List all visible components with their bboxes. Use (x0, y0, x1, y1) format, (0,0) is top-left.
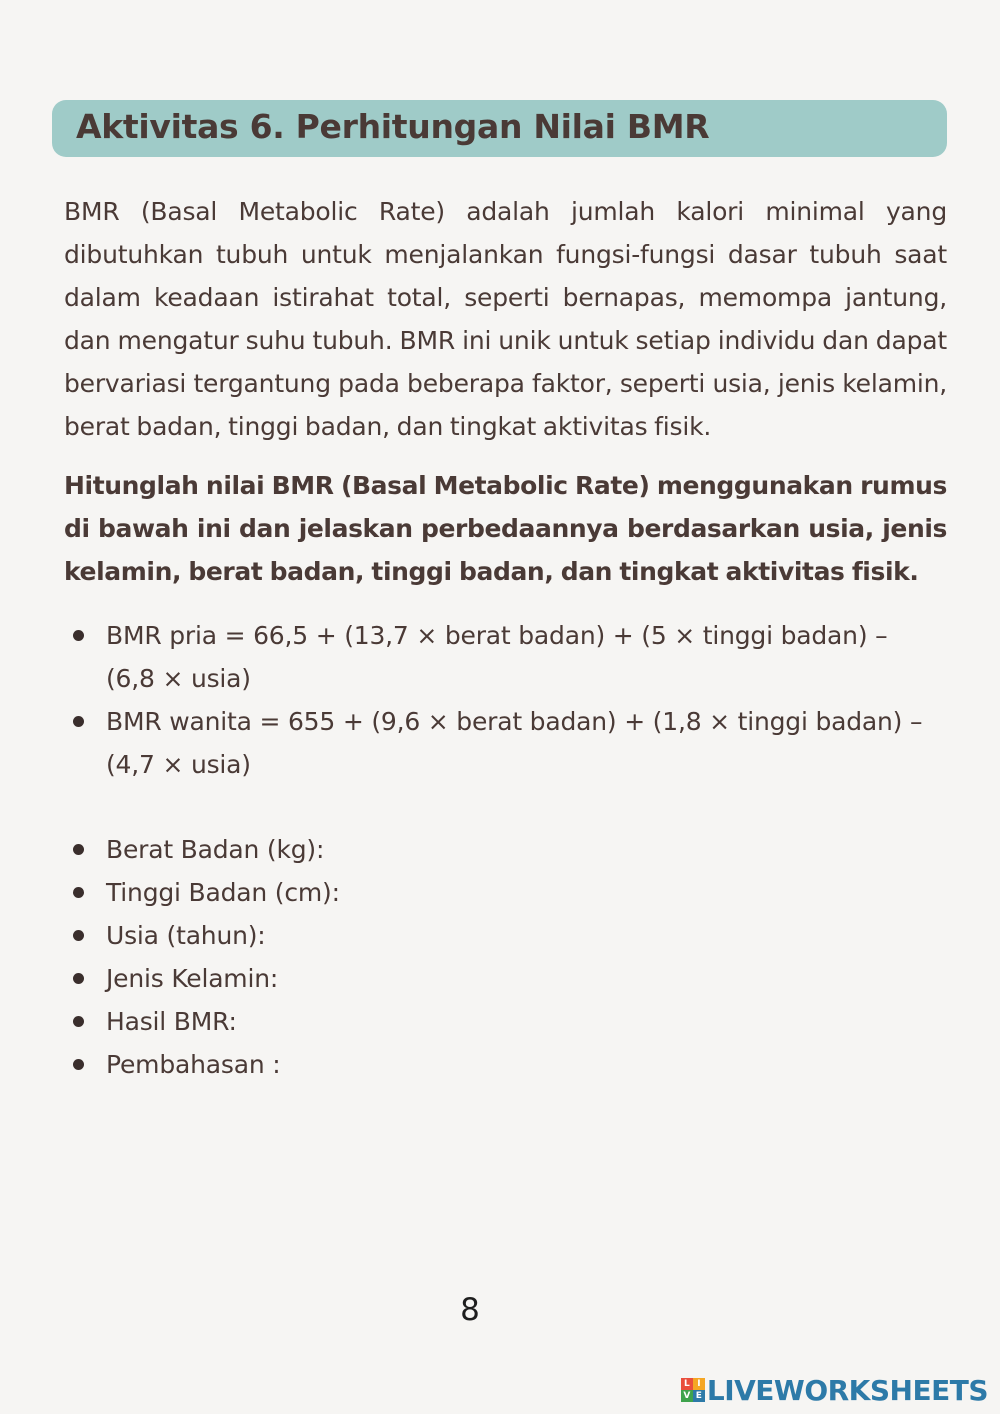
bullet-icon (73, 844, 84, 855)
bullet-icon (73, 1059, 84, 1070)
page-number: 8 (460, 1292, 480, 1328)
bullet-icon (73, 887, 84, 898)
formula-list (64, 614, 947, 786)
liveworksheets-logo-icon (681, 1378, 705, 1402)
logo-cell-l: L (681, 1378, 693, 1390)
brand-name: LIVEWORKSHEETS (706, 1373, 988, 1407)
logo-cell-v: V (681, 1390, 693, 1402)
field-usia (64, 914, 947, 957)
activity-title-banner (52, 100, 947, 157)
field-pembahasan (64, 1043, 947, 1086)
field-label: Pembahasan : (106, 1050, 281, 1079)
field-label: Jenis Kelamin: (106, 964, 279, 993)
field-jenis-kelamin (64, 957, 947, 1000)
bullet-icon (73, 630, 84, 641)
field-label: Tinggi Badan (cm): (106, 878, 340, 907)
logo-cell-i: I (693, 1378, 705, 1390)
field-label: Hasil BMR: (106, 1007, 237, 1036)
activity-title: Aktivitas 6. Perhitungan Nilai BMR (76, 107, 710, 146)
bullet-icon (73, 930, 84, 941)
field-label: Usia (tahun): (106, 921, 266, 950)
formula-item-female (64, 700, 947, 786)
bullet-icon (73, 1016, 84, 1027)
field-tinggi-badan (64, 871, 947, 914)
bullet-icon (73, 973, 84, 984)
formula-text: BMR wanita = 655 + (9,6 × berat badan) + (1,8 × tinggi badan) – (4,7 × usia) (106, 707, 923, 779)
logo-cell-e: E (693, 1390, 705, 1402)
bullet-icon (73, 716, 84, 727)
answer-field-list (64, 828, 947, 1086)
intro-paragraph: BMR (Basal Metabolic Rate) adalah jumlah kalori minimal yang dibutuhkan tubuh untuk menjalankan fungsi-fungsi dasar tubuh saat dalam keadaan istirahat total, seperti bernapas, memompa jantung, dan mengatur suhu tubuh. BMR ini unik untuk setiap individu dan dapat bervariasi tergantung pada beberapa faktor, seperti usia, jenis kelamin, berat badan, tinggi badan, dan tingkat aktivitas fisik. (64, 197, 947, 441)
field-hasil-bmr (64, 1000, 947, 1043)
field-berat-badan (64, 828, 947, 871)
field-label: Berat Badan (kg): (106, 835, 325, 864)
instruction-paragraph: Hitunglah nilai BMR (Basal Metabolic Rate) menggunakan rumus di bawah ini dan jelaskan perbedaannya berdasarkan usia, jenis kelamin, berat badan, tinggi badan, dan tingkat aktivitas fisik. (64, 471, 947, 586)
formula-item-male (64, 614, 947, 700)
liveworksheets-brand[interactable] (681, 1370, 988, 1410)
formula-text: BMR pria = 66,5 + (13,7 × berat badan) + (5 × tinggi badan) – (6,8 × usia) (106, 621, 888, 693)
